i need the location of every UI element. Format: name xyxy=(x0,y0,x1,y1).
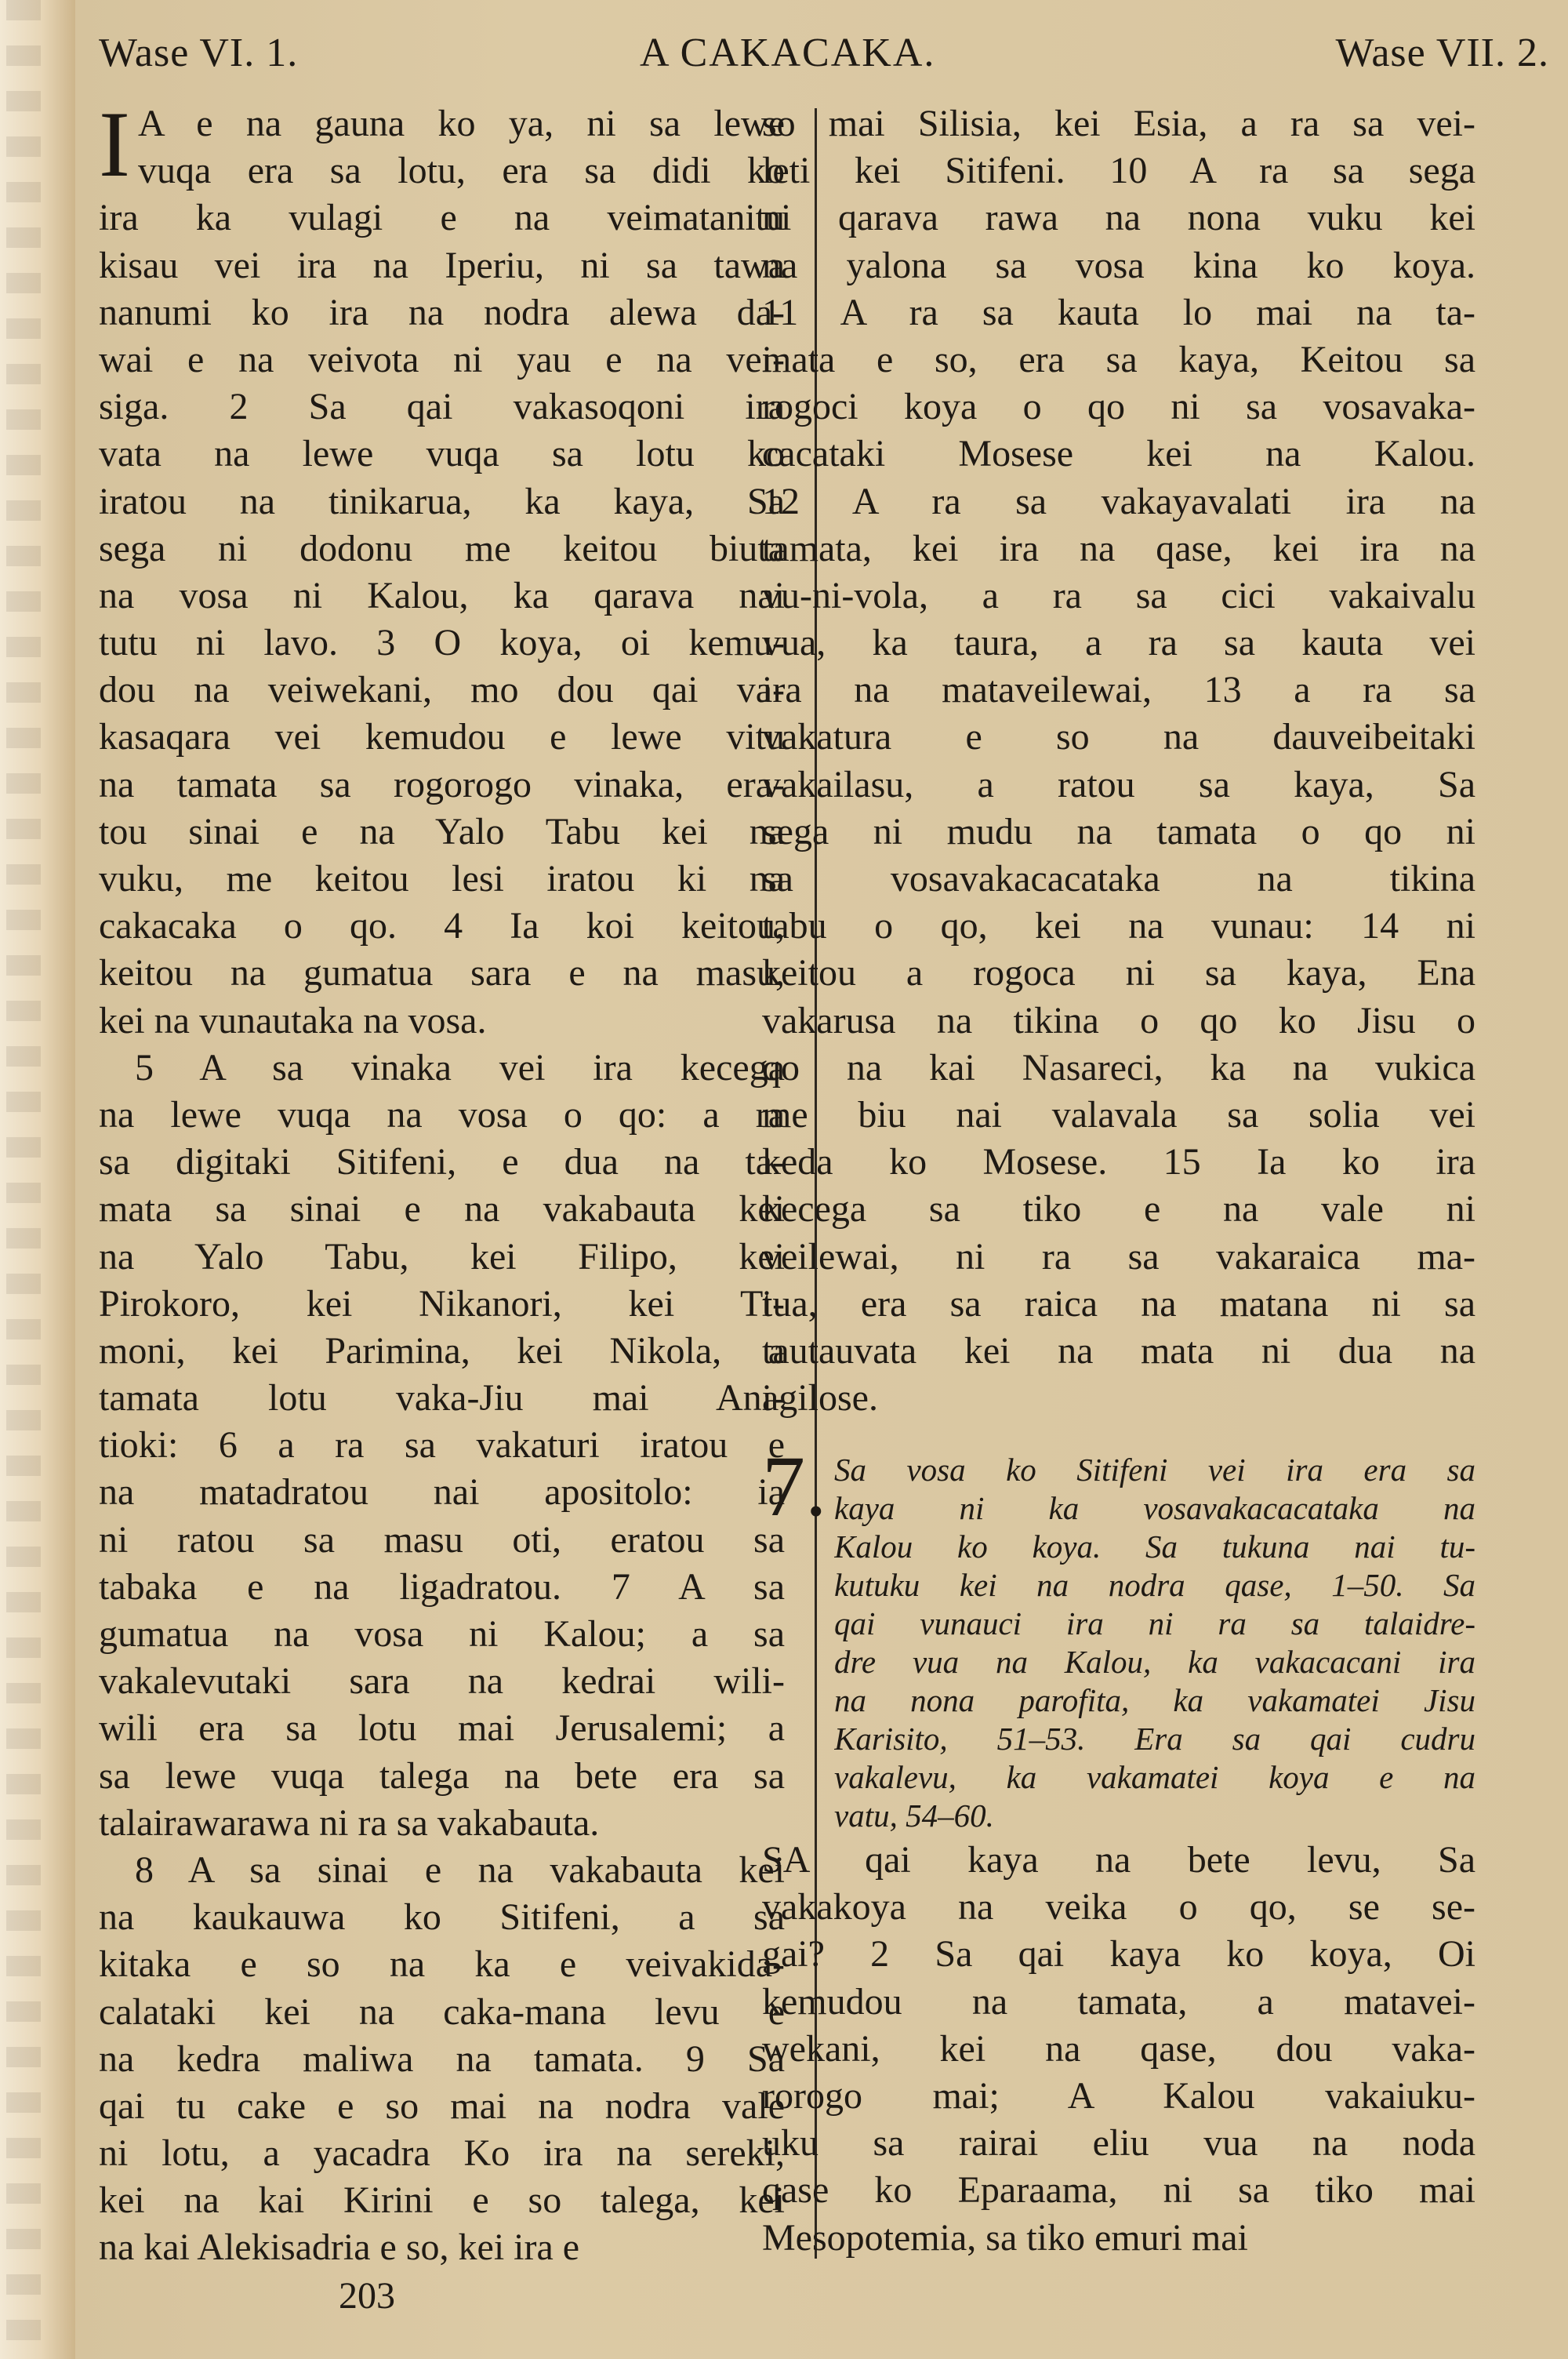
verse-line: 12 A ra sa vakayavalati ira na xyxy=(762,480,1475,522)
verse-line: SA qai kaya na bete levu, Sa xyxy=(762,1839,1475,1881)
verse-line: na yalona sa vosa kina ko koya. xyxy=(762,244,1475,286)
verse-line: keitou a rogoca ni sa kaya, Ena xyxy=(762,952,1475,994)
summary-line: vakalevu, ka vakamatei koya e na xyxy=(834,1759,1475,1795)
verse-line: kisau vei ira na Iperiu, ni sa tawa xyxy=(99,244,785,286)
verse-line: mata sa sinai e na vakabauta kei xyxy=(99,1188,785,1230)
verse-line: na lewe vuqa na vosa o qo: a ra xyxy=(99,1093,785,1136)
verse-line: wili era sa lotu mai Jerusalemi; a xyxy=(99,1707,785,1750)
verse-line: ira na mataveilewai, 13 a ra sa xyxy=(762,669,1475,711)
verse-line: ira ka vulagi e na veimatanitu xyxy=(99,197,785,239)
summary-line: kaya ni ka vosavakacacataka na xyxy=(834,1490,1475,1526)
verse-line: agilose. xyxy=(762,1377,878,1419)
header-right-ref: VII. 2. xyxy=(1436,31,1549,75)
verse-line: qo na kai Nasareci, ka na vukica xyxy=(762,1046,1475,1089)
verse-line: tou sinai e na Yalo Tabu kei na xyxy=(99,810,785,852)
verse-line: vuku, me keitou lesi iratou ki na xyxy=(99,858,785,900)
verse-line: tamata, kei ira na qase, kei ira na xyxy=(762,527,1475,569)
verse-line: vakakoya na veika o qo, se se- xyxy=(762,1886,1475,1928)
verse-line: qai tu cake e so mai na nodra vale xyxy=(99,2085,785,2127)
summary-line: kutuku kei na nodra qase, 1–50. Sa xyxy=(834,1567,1475,1603)
header-right xyxy=(1335,30,1549,76)
verse-line: na tamata sa rogorogo vinaka, era- xyxy=(99,763,785,805)
verse-line: 5 A sa vinaka vei ira kecega xyxy=(135,1046,785,1089)
verse-line: vua, ka taura, a ra sa kauta vei xyxy=(762,622,1475,664)
summary-line: na nona parofita, ka vakamatei Jisu xyxy=(834,1682,1475,1718)
verse-line: tamata lotu vaka-Jiu mai Ani- xyxy=(99,1377,785,1419)
book-page xyxy=(75,0,1568,2359)
header-right-book: Wase xyxy=(1335,31,1426,75)
verse-line: dou na veiwekani, mo dou qai va- xyxy=(99,669,785,711)
verse-line: na kedra maliwa na tamata. 9 Sa xyxy=(99,2037,785,2080)
verse-line: na kaukauwa ko Sitifeni, a sa xyxy=(99,1896,785,1939)
verse-line: sa lewe vuqa talega na bete era sa xyxy=(99,1754,785,1797)
verse-line: kemudou na tamata, a mataveі- xyxy=(762,1980,1475,2023)
verse-line: A e na gauna ko ya, ni sa lewe xyxy=(137,103,785,144)
verse-line: vakalevutaki sara na kedrai wili- xyxy=(99,1660,785,1703)
verse-line: tabaka e na ligadratou. 7 A sa xyxy=(99,1565,785,1608)
verse-line: vata na lewe vuqa sa lotu ko xyxy=(99,433,785,475)
verse-line: wekani, kei na qase, dou vaka- xyxy=(762,2027,1475,2070)
verse-line: siga. 2 Sa qai vakasoqoni ira xyxy=(99,386,785,428)
summary-line: qai vunauci ira ni ra sa talaidre- xyxy=(834,1605,1475,1641)
verse-line: uku sa rairai eliu vua na noda xyxy=(762,2122,1475,2165)
facing-page-gutter xyxy=(0,0,75,2359)
verse-line: rogoci koya o qo ni sa vosavaka- xyxy=(762,386,1475,428)
verse-line: leti kei Sitifeni. 10 A ra sa sega xyxy=(762,150,1475,192)
verse-line: ni ratou sa masu oti, eratou sa xyxy=(99,1518,785,1561)
verse-line: tioki: 6 a ra sa vakaturi iratou e xyxy=(99,1424,785,1467)
right-column xyxy=(762,100,1475,1422)
running-header xyxy=(99,30,1552,85)
verse-line: na Yalo Tabu, kei Filipo, kei xyxy=(99,1235,785,1278)
verse-line: sa digitaki Sitifeni, e dua na ta- xyxy=(99,1141,785,1183)
verse-line: iratou na tinikarua, ka kaya, Sa xyxy=(99,480,785,522)
verse-line: vakailasu, a ratou sa kaya, Sa xyxy=(762,763,1475,805)
verse-line: so mai Silisia, kei Esia, a ra sa vei- xyxy=(762,103,1475,144)
verse-line: gumatua na vosa ni Kalou; a sa xyxy=(99,1613,785,1655)
verse-line: qase ko Eparaama, ni sa tiko mai xyxy=(762,2169,1475,2212)
verse-line: moni, kei Parimina, kei Nikola, a xyxy=(99,1329,785,1372)
verse-line: tautauvata kei na mata ni dua na xyxy=(762,1329,1475,1372)
chapter-text xyxy=(762,1837,1475,2262)
header-left-book: Wase xyxy=(99,31,190,75)
page-number: 203 xyxy=(339,2275,395,2317)
header-left xyxy=(99,30,298,76)
verse-line: kasaqara vei kemudou e lewe vitu xyxy=(99,716,785,758)
verse-line: tua, era sa raica na matana ni sa xyxy=(762,1282,1475,1325)
summary-line: Kalou ko koya. Sa tukuna nai tu- xyxy=(834,1528,1475,1565)
summary-line: Karisito, 51–53. Era sa qai cudru xyxy=(834,1721,1475,1757)
verse-line: nanumi ko ira na nodra alewa da- xyxy=(99,291,785,333)
verse-line: kei na kai Kirini e so talega, kei xyxy=(99,2179,785,2222)
verse-line: kitaka e so na ka e veivakida- xyxy=(99,1943,785,1986)
verse-line: wai e na veivota ni yau e na vei- xyxy=(99,338,785,380)
verse-line: ni qarava rawa na nona vuku kei xyxy=(762,197,1475,239)
chapter-number: 7. xyxy=(762,1438,827,1534)
verse-line: Mesopotemia, sa tiko emuri mai xyxy=(762,2216,1248,2259)
verse-line: ni lotu, a yacadra Ko ira na sereki, xyxy=(99,2132,785,2175)
verse-line: tabu o qo, kei na vunau: 14 ni xyxy=(762,905,1475,947)
verse-line: sega ni dodonu me keitou biuta xyxy=(99,527,785,569)
drop-cap: I xyxy=(99,92,130,196)
verse-line: kecega sa tiko e na vale ni xyxy=(762,1188,1475,1230)
verse-line: na vosa ni Kalou, ka qarava nai xyxy=(99,574,785,616)
verse-line: cakacaka o qo. 4 Ia koi keitou, xyxy=(99,905,785,947)
verse-line: kei na vunautaka na vosa. xyxy=(99,999,487,1041)
verse-line: 11 A ra sa kauta lo mai na ta- xyxy=(762,291,1475,333)
verse-line: na kai Alekisadria e so, kei ira e xyxy=(99,2226,580,2269)
verse-line: calataki kei na caka-mana levu e xyxy=(99,1990,785,2033)
verse-line: tutu ni lavo. 3 O koya, oi kemu- xyxy=(99,622,785,664)
verse-line: sega ni mudu na tamata o qo ni xyxy=(762,810,1475,852)
verse-line: vu-ni-vola, a ra sa cici vakaivalu xyxy=(762,574,1475,616)
verse-line: cacataki Mosese kei na Kalou. xyxy=(762,433,1475,475)
summary-line: vatu, 54–60. xyxy=(834,1797,994,1834)
summary-line: Sa vosa ko Sitifeni vei ira era sa xyxy=(834,1452,1475,1488)
verse-line: veilewai, ni ra sa vakaraica ma- xyxy=(762,1235,1475,1278)
gutter-shadow xyxy=(6,0,41,2359)
verse-line: talairawarawa ni ra sa vakabauta. xyxy=(99,1801,600,1844)
verse-line: me biu nai valavala sa solia vei xyxy=(762,1093,1475,1136)
verse-line: rorogo mai; A Kalou vakaiuku- xyxy=(762,2074,1475,2117)
verse-line: sa vosavakacacataka na tikina xyxy=(762,858,1475,900)
header-title: A CAKACAKA. xyxy=(640,31,936,75)
header-left-ref: VI. 1. xyxy=(199,31,299,75)
verse-line: Pirokoro, kei Nikanori, kei Ti- xyxy=(99,1282,785,1325)
verse-line: vakatura e so na dauveibeitaki xyxy=(762,716,1475,758)
verse-line: gai? 2 Sa qai kaya ko koya, Oi xyxy=(762,1933,1475,1976)
verse-line: na matadratou nai apositolo: ia xyxy=(99,1471,785,1514)
summary-line: dre vua na Kalou, ka vakacacani ira xyxy=(834,1644,1475,1680)
verse-line: vakarusa na tikina o qo ko Jisu o xyxy=(762,999,1475,1041)
verse-line: keda ko Mosese. 15 Ia ko ira xyxy=(762,1141,1475,1183)
verse-line: vuqa era sa lotu, era sa didi ko xyxy=(137,150,785,192)
verse-line: mata e so, era sa kaya, Keitou sa xyxy=(762,338,1475,380)
verse-line: keitou na gumatua sara e na masu, xyxy=(99,952,785,994)
summary-text xyxy=(834,1451,1475,1835)
left-column xyxy=(99,92,785,2272)
verse-line: 8 A sa sinai e na vakabauta kei xyxy=(135,1848,785,1891)
